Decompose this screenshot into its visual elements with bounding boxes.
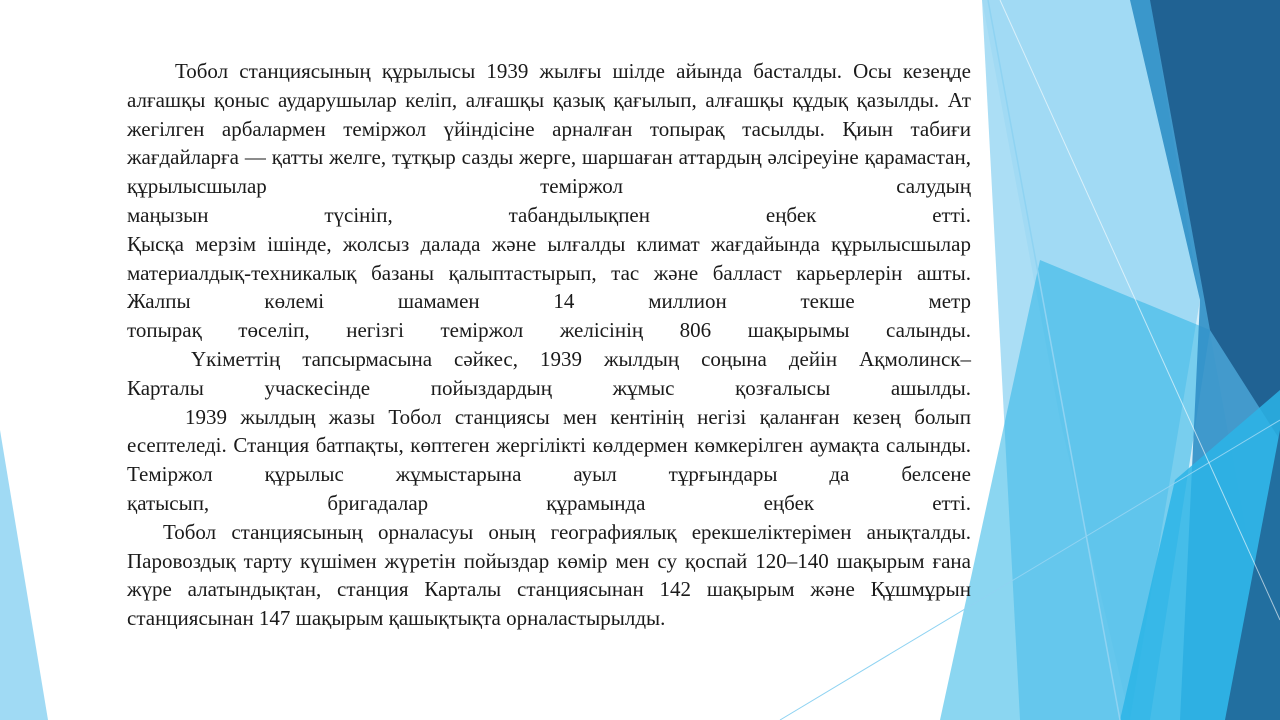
left-wedge-shape [0,430,48,720]
paragraph-1-main: Тобол станциясының құрылысы 1939 жылғы шілде айында басталды. Осы кезеңде алғашқы қоныс аударушылар келіп, алғашқы қазық қағылып, алғашқы құдық қазылды. Ат жегілген арбалармен теміржол үйіндісіне арналған топырақ тасылды. Қиын табиғи жағдайларға — қатты желге, тұтқыр сазды жерге, шаршаған аттардың әлсіреуіне қарамастан, құрылысшылар теміржол салудың [127,59,971,199]
paragraph-5: Тобол станциясының орналасуы оның географиялық ерекшеліктерімен анықталды. Паровоздық тарту күшімен жүретін пойыздар көмір мен су қоспай 120–140 шақырым ғана жүре алатындықтан, станция Карталы станциясынан 142 шақырым және Құшмұрын станциясынан 147 шақырым қашықтықта орналастырылды. [127,519,971,631]
paragraph-1-last-line: маңызын түсініп, табандылықпен еңбек етті. [127,202,971,227]
slide-text-body [127,57,971,633]
paragraph-4-main: 1939 жылдың жазы Тобол станциясы мен кентінің негізі қаланған кезең болып есептеледі. Станция батпақты, көптеген жергілікті көлдермен көмкерілген аумақта салынды. Теміржол құрылыс жұмыстарына ауыл тұрғындары да белсене [127,404,971,487]
paragraph-2-last-line: топырақ төселіп, негізгі теміржол желісінің 806 шақырымы салынды. [127,318,971,343]
paragraph-4-last-line: қатысып, бригадалар құрамында еңбек етті. [127,490,971,515]
paragraph-3-main: Үкіметтің тапсырмасына сәйкес, 1939 жылдың соңына дейін Ақмолинск– [191,346,971,371]
paragraph-3-last-line: Карталы учаскесінде пойыздардың жұмыс қозғалысы ашылды. [127,375,971,400]
paragraph-2-main: Қысқа мерзім ішінде, жолсыз далада және ылғалды климат жағдайында құрылысшылар материалдық-техникалық базаны қалыптастырып, тас және балласт карьерлерін ашты. Жалпы көлемі шамамен 14 миллион текше метр [127,231,971,314]
